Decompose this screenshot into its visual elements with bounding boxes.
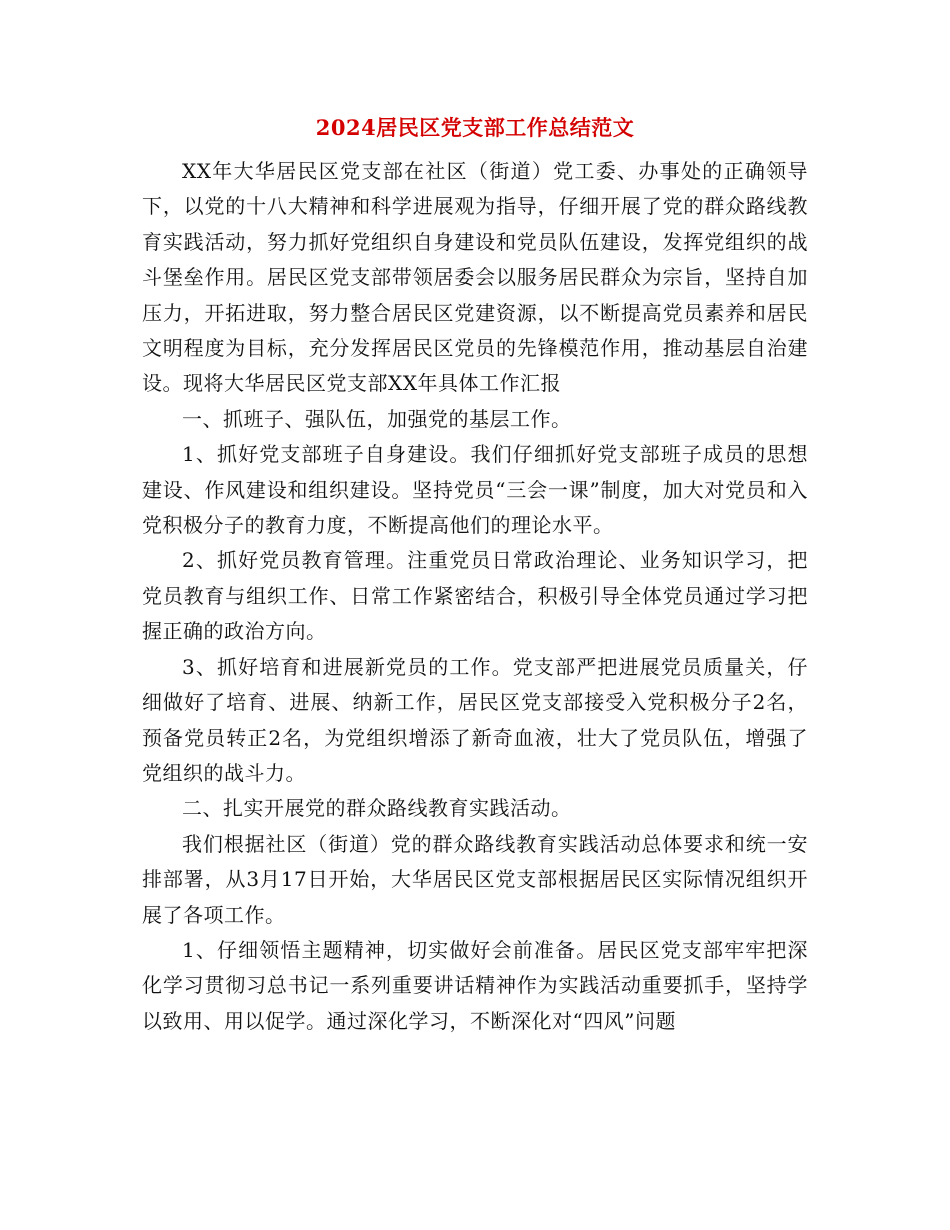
document-body [142,154,808,1039]
paragraph: XX年大华居民区党支部在社区（街道）党工委、办事处的正确领导下，以党的十八大精神和科学进展观为指导，仔细开展了党的群众路线教育实践活动，努力抓好党组织自身建设和党员队伍建设，发挥党组织的战斗堡垒作用。居民区党支部带领居委会以服务居民群众为宗旨，坚持自加压力，开拓进取，努力整合居民区党建资源，以不断提高党员素养和居民文明程度为目标，充分发挥居民区党员的先锋模范作用，推动基层自治建设。现将大华居民区党支部XX年具体工作汇报 [142,159,808,396]
paragraph: 我们根据社区（街道）党的群众路线教育实践活动总体要求和统一安排部署，从3月17日开始，大华居民区党支部根据居民区实际情况组织开展了各项工作。 [142,831,808,927]
paragraph: 2、抓好党员教育管理。注重党员日常政治理论、业务知识学习，把党员教育与组织工作、日常工作紧密结合，积极引导全体党员通过学习把握正确的政治方向。 [142,548,808,644]
section-heading: 二、扎实开展党的群众路线教育实践活动。 [182,796,572,821]
paragraph: 1、仔细领悟主题精神，切实做好会前准备。居民区党支部牢牢把深化学习贯彻习总书记一系列重要讲话精神作为实践活动重要抓手，坚持学以致用、用以促学。通过深化学习，不断深化对“四风”问题 [142,937,808,1033]
section-heading: 一、抓班子、强队伍，加强党的基层工作。 [182,406,572,431]
paragraph: 3、抓好培育和进展新党员的工作。党支部严把进展党员质量关，仔细做好了培育、进展、纳新工作，居民区党支部接受入党积极分子2名，预备党员转正2名，为党组织增添了新奇血液，壮大了党员队伍，增强了党组织的战斗力。 [142,654,808,785]
document-title: 2024居民区党支部工作总结范文 [315,115,635,140]
paragraph: 1、抓好党支部班子自身建设。我们仔细抓好党支部班子成员的思想建设、作风建设和组织建设。坚持党员“三会一课”制度，加大对党员和入党积极分子的教育力度，不断提高他们的理论水平。 [142,442,808,538]
